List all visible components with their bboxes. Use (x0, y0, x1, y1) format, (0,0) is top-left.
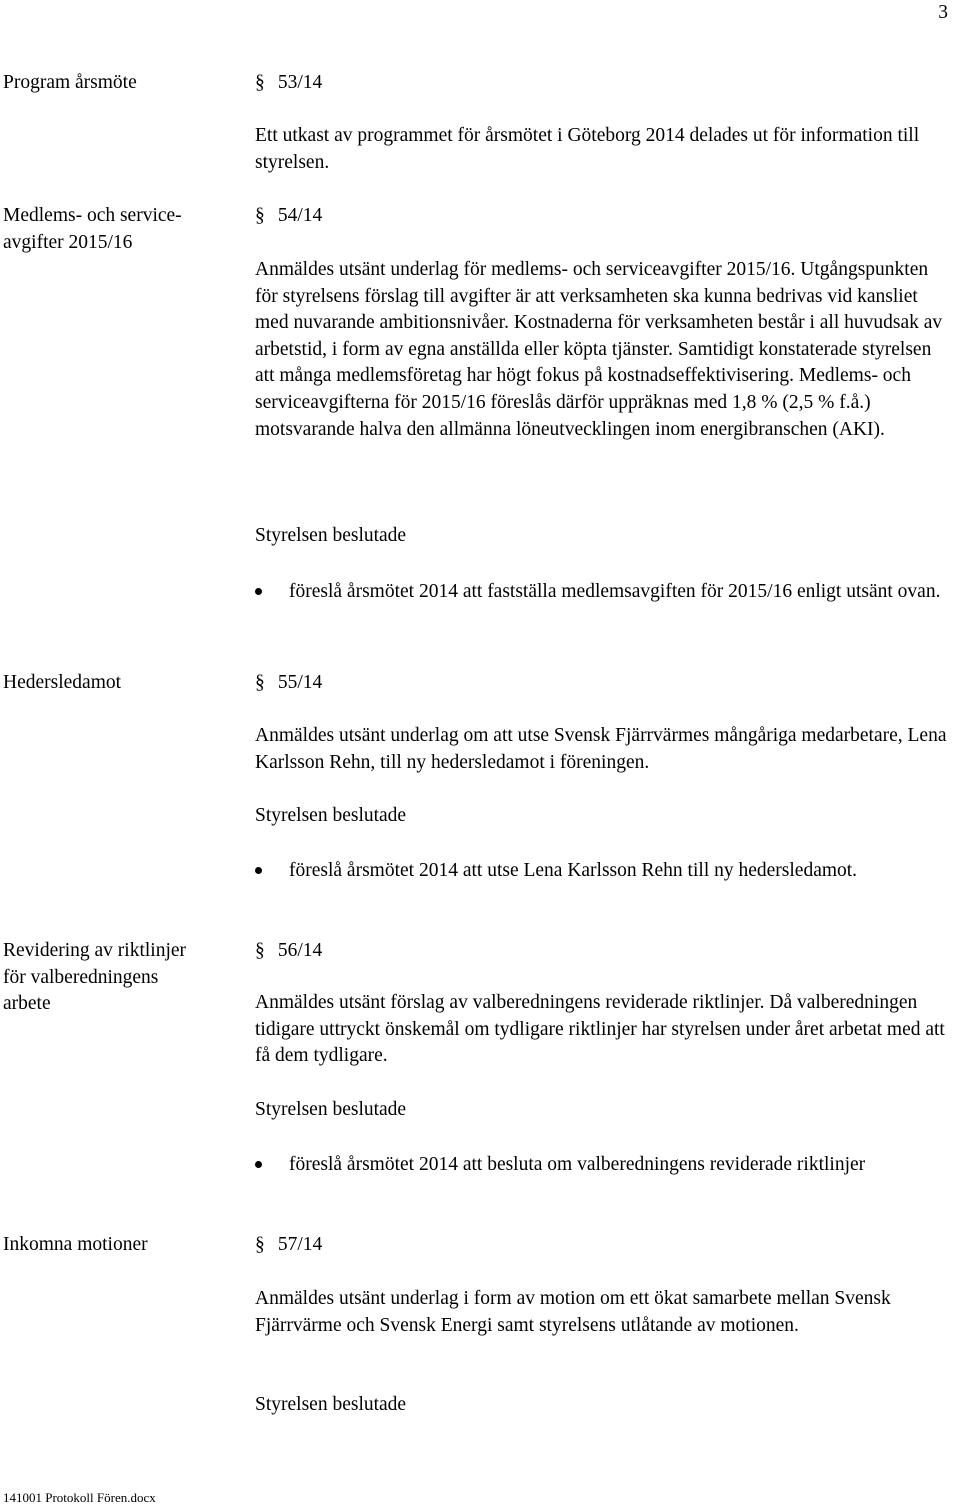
paragraph-number-54 (255, 203, 322, 230)
section-heading-medlemsavgifter (3, 203, 228, 256)
section-heading-line: Revidering av riktlinjer (3, 940, 187, 961)
section-heading-line: arbete (3, 993, 51, 1015)
paragraph-number-55 (255, 670, 322, 697)
paragraph-number-56 (255, 938, 322, 965)
paragraph-number-text: 54/14 (277, 205, 323, 226)
decision-label-54: Styrelsen beslutade (255, 525, 407, 546)
section-heading-line: Medlems- och service- (3, 205, 182, 226)
section-sign: § (255, 940, 265, 961)
section-sign: § (255, 205, 265, 226)
bullet-text: föreslå årsmötet 2014 att utse Lena Karlsson Rehn till ny hedersledamot. (289, 860, 858, 881)
paragraph-56-body: Anmäldes utsänt förslag av valberedningens reviderade riktlinjer. Då valberedningen tidigare uttryckt önskemål om tydligare riktlinjer har styrelsen under året arbetat med att få dem tydligare. (255, 992, 945, 1067)
section-sign: § (255, 1234, 265, 1255)
paragraph-number-text: 57/14 (277, 1234, 323, 1255)
section-heading-line: för valberedningens (3, 966, 159, 988)
section-sign: § (255, 72, 265, 93)
paragraph-number-text: 55/14 (277, 672, 323, 693)
bullet-dot (255, 588, 262, 595)
decision-label-57: Styrelsen beslutade (255, 1394, 407, 1415)
paragraph-55-body: Anmäldes utsänt underlag om att utse Svensk Fjärrvärmes mångåriga medarbetare, Lena Karlsson Rehn, till ny hedersledamot i föreningen. (255, 725, 947, 773)
paragraph-57-body: Anmäldes utsänt underlag i form av motion om ett ökat samarbete mellan Svensk Fjärrvärme och Svensk Energi samt styrelsens utlåtande av motionen. (255, 1288, 891, 1336)
section-heading-inkomna-motioner: Inkomna motioner (3, 1234, 148, 1255)
section-heading-revidering (3, 938, 228, 1018)
footer-filename: 141001 Protokoll Fören.docx (3, 1490, 156, 1505)
section-sign: § (255, 672, 265, 693)
paragraph-54-body: Anmäldes utsänt underlag för medlems- och serviceavgifter 2015/16. Utgångspunkten för styrelsens förslag till avgifter är att verksamheten ska kunna bedrivas vid kansliet med nuvarande ambitionsnivåer. Kostnaderna för verksamheten består i all huvudsak av arbetstid, i form av egna anställda eller köpta tjänster. Samtidigt konstaterade styrelsen att många medlemsföretag har högt fokus på kostnadseffektivisering. Medlems- och serviceavgifterna för 2015/16 föreslås därför uppräknas med 1,8 % (2,5 % f.å.) motsvarande halva den allmänna löneutvecklingen inom energibranschen (AKI). (255, 259, 943, 440)
page-number: 3 (938, 2, 948, 23)
section-heading-program-arsmote: Program årsmöte (3, 72, 137, 93)
bullet-text: föreslå årsmötet 2014 att besluta om valberedningens reviderade riktlinjer (289, 1154, 866, 1175)
paragraph-number-53 (255, 70, 322, 97)
decision-label-56: Styrelsen beslutade (255, 1099, 407, 1120)
section-heading-line: avgifter 2015/16 (3, 231, 133, 253)
paragraph-number-text: 56/14 (277, 940, 323, 961)
section-heading-hedersledamot: Hedersledamot (3, 672, 122, 693)
bullet-dot (255, 867, 262, 874)
paragraph-number-57 (255, 1232, 322, 1259)
paragraph-number-text: 53/14 (277, 72, 323, 93)
paragraph-53-body: Ett utkast av programmet för årsmötet i Göteborg 2014 delades ut för information till styrelsen. (255, 125, 920, 173)
bullet-text: föreslå årsmötet 2014 att fastställa medlemsavgiften för 2015/16 enligt utsänt ovan. (289, 581, 941, 602)
decision-label-55: Styrelsen beslutade (255, 805, 407, 826)
bullet-dot (255, 1161, 262, 1168)
